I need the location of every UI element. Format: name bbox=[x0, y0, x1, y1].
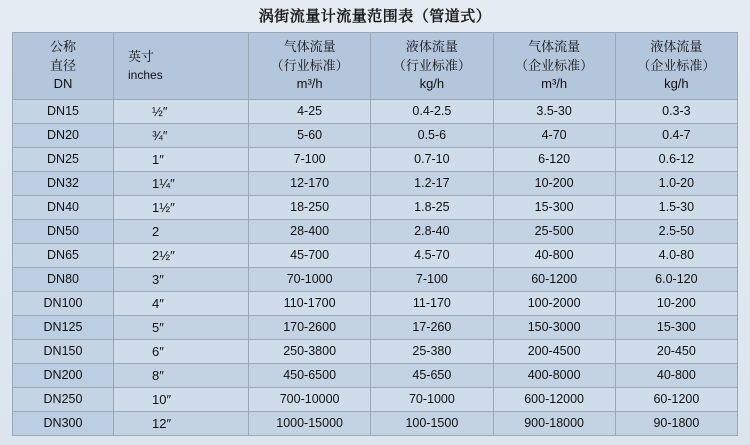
cell-gas-flow-industry: 250-3800 bbox=[249, 340, 371, 364]
cell-inches: 4″ bbox=[114, 292, 249, 316]
cell-nominal-diameter: DN25 bbox=[13, 148, 114, 172]
cell-inches: 10″ bbox=[114, 388, 249, 412]
cell-inches: 2½″ bbox=[114, 244, 249, 268]
cell-gas-flow-industry: 7-100 bbox=[249, 148, 371, 172]
cell-inches: 2 bbox=[114, 220, 249, 244]
table-row bbox=[13, 244, 738, 268]
header-unit: kg/h bbox=[664, 76, 689, 92]
cell-gas-flow-industry: 450-6500 bbox=[249, 364, 371, 388]
cell-liquid-flow-industry: 4.5-70 bbox=[371, 244, 493, 268]
cell-gas-flow-enterprise: 100-2000 bbox=[493, 292, 615, 316]
header-line: （企业标准） bbox=[637, 57, 716, 73]
cell-gas-flow-enterprise: 600-12000 bbox=[493, 388, 615, 412]
cell-liquid-flow-industry: 17-260 bbox=[371, 316, 493, 340]
cell-gas-flow-industry: 4-25 bbox=[249, 100, 371, 124]
flow-range-table bbox=[12, 32, 738, 436]
table-header-row bbox=[13, 33, 738, 100]
table-row bbox=[13, 100, 738, 124]
cell-liquid-flow-enterprise: 10-200 bbox=[615, 292, 737, 316]
table-header bbox=[13, 33, 738, 100]
cell-liquid-flow-industry: 1.2-17 bbox=[371, 172, 493, 196]
cell-nominal-diameter: DN20 bbox=[13, 124, 114, 148]
cell-gas-flow-enterprise: 400-8000 bbox=[493, 364, 615, 388]
cell-nominal-diameter: DN300 bbox=[13, 412, 114, 436]
cell-inches: 8″ bbox=[114, 364, 249, 388]
header-line: （行业标准） bbox=[270, 57, 349, 73]
cell-inches: 1″ bbox=[114, 148, 249, 172]
cell-nominal-diameter: DN200 bbox=[13, 364, 114, 388]
cell-liquid-flow-enterprise: 4.0-80 bbox=[615, 244, 737, 268]
cell-inches: 5″ bbox=[114, 316, 249, 340]
cell-gas-flow-enterprise: 15-300 bbox=[493, 196, 615, 220]
table-row bbox=[13, 316, 738, 340]
table-row bbox=[13, 388, 738, 412]
cell-gas-flow-industry: 110-1700 bbox=[249, 292, 371, 316]
cell-gas-flow-industry: 5-60 bbox=[249, 124, 371, 148]
table-body bbox=[13, 100, 738, 436]
cell-gas-flow-industry: 28-400 bbox=[249, 220, 371, 244]
cell-inches: 3″ bbox=[114, 268, 249, 292]
cell-nominal-diameter: DN250 bbox=[13, 388, 114, 412]
cell-nominal-diameter: DN65 bbox=[13, 244, 114, 268]
cell-liquid-flow-industry: 0.5-6 bbox=[371, 124, 493, 148]
table-row bbox=[13, 340, 738, 364]
cell-inches: 1¼″ bbox=[114, 172, 249, 196]
cell-liquid-flow-enterprise: 6.0-120 bbox=[615, 268, 737, 292]
cell-nominal-diameter: DN40 bbox=[13, 196, 114, 220]
cell-gas-flow-industry: 1000-15000 bbox=[249, 412, 371, 436]
header-line: 液体流量 bbox=[650, 38, 703, 54]
cell-liquid-flow-enterprise: 0.4-7 bbox=[615, 124, 737, 148]
cell-gas-flow-enterprise: 6-120 bbox=[493, 148, 615, 172]
cell-nominal-diameter: DN50 bbox=[13, 220, 114, 244]
cell-nominal-diameter: DN150 bbox=[13, 340, 114, 364]
cell-gas-flow-enterprise: 900-18000 bbox=[493, 412, 615, 436]
header-line: 气体流量 bbox=[528, 38, 581, 54]
cell-liquid-flow-enterprise: 40-800 bbox=[615, 364, 737, 388]
cell-liquid-flow-enterprise: 20-450 bbox=[615, 340, 737, 364]
cell-liquid-flow-industry: 0.7-10 bbox=[371, 148, 493, 172]
cell-liquid-flow-industry: 45-650 bbox=[371, 364, 493, 388]
table-row bbox=[13, 220, 738, 244]
table-row bbox=[13, 364, 738, 388]
cell-gas-flow-industry: 45-700 bbox=[249, 244, 371, 268]
cell-gas-flow-industry: 18-250 bbox=[249, 196, 371, 220]
cell-gas-flow-industry: 170-2600 bbox=[249, 316, 371, 340]
column-header-liquid-flow-industry bbox=[371, 33, 493, 100]
table-row bbox=[13, 268, 738, 292]
header-line: 公称 bbox=[49, 38, 76, 54]
cell-nominal-diameter: DN125 bbox=[13, 316, 114, 340]
cell-liquid-flow-industry: 100-1500 bbox=[371, 412, 493, 436]
cell-liquid-flow-industry: 1.8-25 bbox=[371, 196, 493, 220]
cell-gas-flow-enterprise: 25-500 bbox=[493, 220, 615, 244]
header-unit: m³/h bbox=[296, 76, 323, 92]
cell-inches: ¾″ bbox=[114, 124, 249, 148]
header-line: 直径 bbox=[49, 57, 76, 73]
header-line: （企业标准） bbox=[515, 57, 594, 73]
cell-gas-flow-enterprise: 60-1200 bbox=[493, 268, 615, 292]
header-line: 液体流量 bbox=[405, 38, 458, 54]
cell-gas-flow-enterprise: 4-70 bbox=[493, 124, 615, 148]
header-unit: m³/h bbox=[541, 76, 568, 92]
cell-gas-flow-enterprise: 150-3000 bbox=[493, 316, 615, 340]
header-line: （行业标准） bbox=[392, 57, 471, 73]
table-row bbox=[13, 124, 738, 148]
header-line: 气体流量 bbox=[283, 38, 336, 54]
cell-gas-flow-industry: 700-10000 bbox=[249, 388, 371, 412]
cell-gas-flow-enterprise: 200-4500 bbox=[493, 340, 615, 364]
column-header-gas-flow-industry bbox=[249, 33, 371, 100]
cell-nominal-diameter: DN32 bbox=[13, 172, 114, 196]
column-header-nominal-diameter bbox=[13, 33, 114, 100]
cell-liquid-flow-industry: 7-100 bbox=[371, 268, 493, 292]
table-row bbox=[13, 412, 738, 436]
cell-liquid-flow-industry: 25-380 bbox=[371, 340, 493, 364]
cell-liquid-flow-enterprise: 90-1800 bbox=[615, 412, 737, 436]
cell-inches: ½″ bbox=[114, 100, 249, 124]
cell-liquid-flow-industry: 2.8-40 bbox=[371, 220, 493, 244]
cell-liquid-flow-industry: 11-170 bbox=[371, 292, 493, 316]
cell-gas-flow-enterprise: 40-800 bbox=[493, 244, 615, 268]
cell-gas-flow-enterprise: 3.5-30 bbox=[493, 100, 615, 124]
cell-gas-flow-enterprise: 10-200 bbox=[493, 172, 615, 196]
cell-liquid-flow-enterprise: 0.6-12 bbox=[615, 148, 737, 172]
cell-liquid-flow-enterprise: 0.3-3 bbox=[615, 100, 737, 124]
cell-liquid-flow-enterprise: 1.0-20 bbox=[615, 172, 737, 196]
header-line: DN bbox=[53, 76, 73, 92]
table-row bbox=[13, 148, 738, 172]
column-header-gas-flow-enterprise bbox=[493, 33, 615, 100]
header-line: 英寸 bbox=[128, 48, 155, 64]
header-unit: kg/h bbox=[419, 76, 445, 92]
cell-liquid-flow-industry: 70-1000 bbox=[371, 388, 493, 412]
cell-liquid-flow-enterprise: 15-300 bbox=[615, 316, 737, 340]
cell-liquid-flow-enterprise: 2.5-50 bbox=[615, 220, 737, 244]
cell-gas-flow-industry: 70-1000 bbox=[249, 268, 371, 292]
column-header-liquid-flow-enterprise bbox=[615, 33, 737, 100]
cell-liquid-flow-enterprise: 60-1200 bbox=[615, 388, 737, 412]
cell-nominal-diameter: DN100 bbox=[13, 292, 114, 316]
cell-inches: 1½″ bbox=[114, 196, 249, 220]
header-line: inches bbox=[128, 67, 163, 82]
cell-liquid-flow-enterprise: 1.5-30 bbox=[615, 196, 737, 220]
table-row bbox=[13, 172, 738, 196]
table-row bbox=[13, 196, 738, 220]
table-row bbox=[13, 292, 738, 316]
cell-gas-flow-industry: 12-170 bbox=[249, 172, 371, 196]
page-title: 涡街流量计流量范围表（管道式） bbox=[258, 8, 492, 25]
cell-inches: 6″ bbox=[114, 340, 249, 364]
cell-nominal-diameter: DN80 bbox=[13, 268, 114, 292]
column-header-inches bbox=[114, 33, 249, 100]
cell-nominal-diameter: DN15 bbox=[13, 100, 114, 124]
cell-liquid-flow-industry: 0.4-2.5 bbox=[371, 100, 493, 124]
cell-inches: 12″ bbox=[114, 412, 249, 436]
